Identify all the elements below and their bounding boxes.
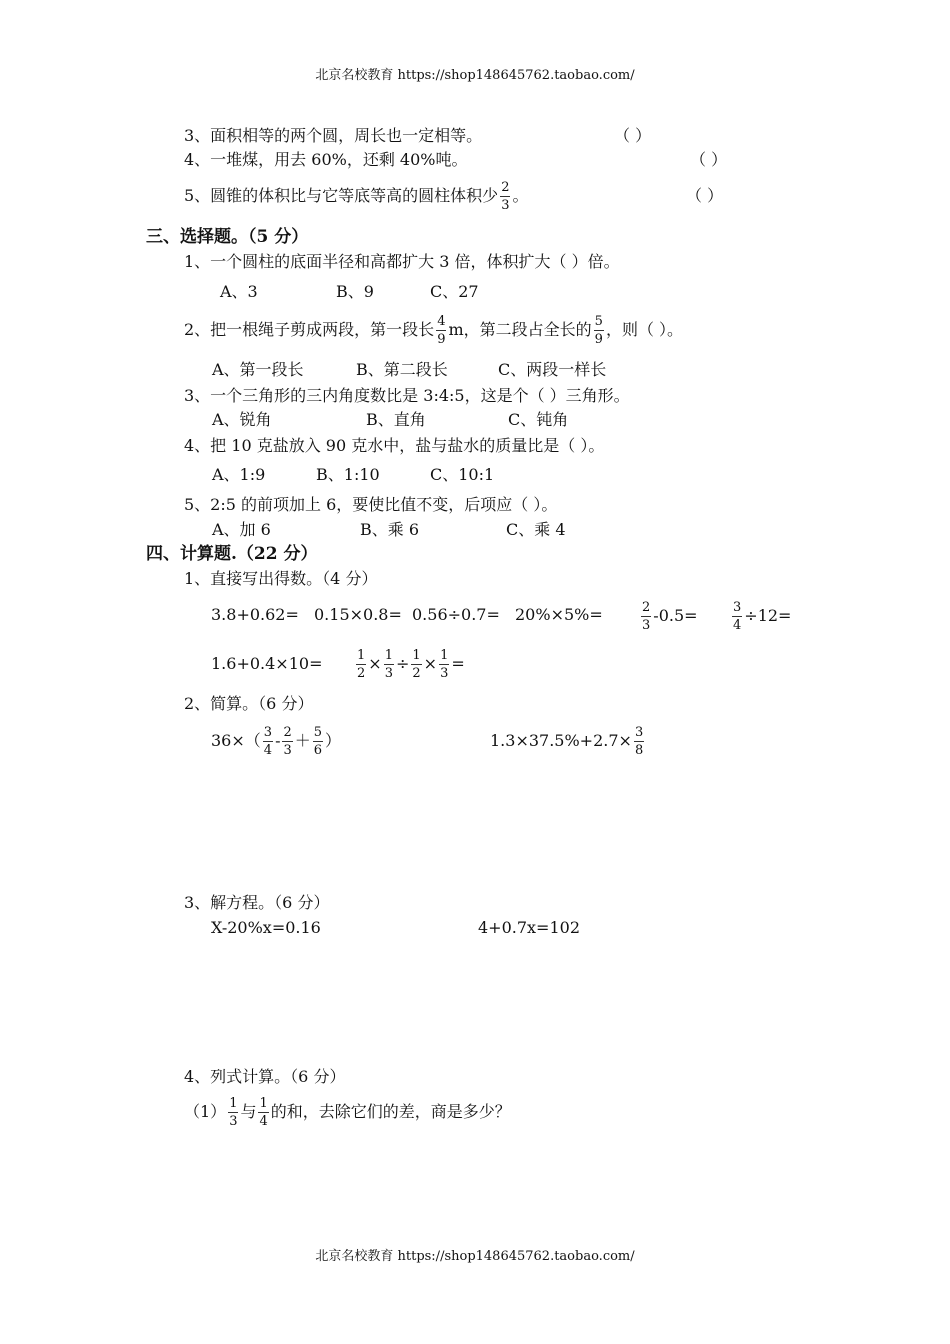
- fraction: [258, 1096, 268, 1129]
- fraction: [500, 180, 510, 213]
- calc-q4-label: 4、列式计算。（6 分）: [184, 1067, 346, 1086]
- fraction: [228, 1096, 238, 1129]
- choice-q2-a: A、第一段长: [212, 360, 304, 379]
- judge-q4-paren: （ ）: [690, 150, 728, 169]
- choice-q4-b: B、1:10: [316, 465, 380, 484]
- fraction-bar: [594, 330, 604, 331]
- calc-expr-8: [354, 648, 465, 681]
- choice-q4-a: A、1:9: [212, 465, 266, 484]
- fraction-bar: [500, 196, 510, 197]
- calc-q1-label: 1、直接写出得数。（4 分）: [184, 569, 378, 588]
- fraction-bar: [411, 664, 421, 665]
- choice-q5-b: B、乘 6: [360, 520, 420, 539]
- fraction-bar: [228, 1112, 238, 1113]
- denominator: 2: [412, 666, 421, 681]
- equals-sign: =: [451, 654, 465, 673]
- calc-expr-7: 1.6+0.4×10=: [211, 654, 323, 673]
- fraction: [634, 725, 644, 758]
- judge-q5: [184, 180, 528, 213]
- judge-q3: [184, 126, 482, 146]
- numerator: 5: [594, 314, 603, 329]
- choice-q1-c: C、27: [430, 282, 479, 301]
- denominator: 2: [357, 666, 366, 681]
- denominator: 3: [229, 1114, 238, 1129]
- operator: ÷: [395, 654, 410, 673]
- choice-q1-b: B、9: [336, 282, 374, 301]
- denominator: 3: [501, 198, 510, 213]
- judge-q5-text: 5、圆锥的体积比与它等底等高的圆柱体积少: [184, 186, 499, 205]
- operator: ×: [423, 654, 438, 673]
- calc-q4-p1-mid: 与: [240, 1102, 257, 1121]
- calc-expr-5-tail: -0.5=: [653, 606, 698, 625]
- calc-q2-expr-1-post: ）: [325, 731, 342, 750]
- numerator: 2: [642, 600, 651, 615]
- choice-q5-c: C、乘 4: [506, 520, 566, 539]
- operator: ×: [368, 654, 382, 673]
- fraction-bar: [634, 741, 644, 742]
- denominator: 6: [313, 743, 323, 758]
- judge-q3-text: 3、面积相等的两个圆，周长也一定相等。: [184, 126, 483, 145]
- choice-q2-c: C、两段一样长: [498, 360, 607, 379]
- calc-q2-expr-1-pre: 36×（: [211, 731, 261, 750]
- denominator: 4: [263, 743, 273, 758]
- choice-q4: 4、把 10 克盐放入 90 克水中，盐与盐水的质量比是（ ）。: [184, 436, 605, 455]
- choice-q2-post: ，则（ ）。: [605, 320, 684, 339]
- denominator: 4: [733, 618, 742, 633]
- numerator: 1: [229, 1096, 238, 1111]
- choice-q2-b: B、第二段长: [356, 360, 448, 379]
- numerator: 1: [259, 1096, 268, 1111]
- calc-q2-expr-2: [490, 725, 646, 758]
- calc-expr-1: 3.8+0.62=: [211, 605, 299, 624]
- denominator: 4: [259, 1114, 268, 1129]
- judge-q5-paren: （ ）: [686, 186, 724, 205]
- calc-q3-eq-1: X-20%x=0.16: [211, 918, 321, 937]
- denominator: 3: [440, 666, 449, 681]
- fraction-bar: [356, 664, 366, 665]
- choice-q2: [184, 314, 683, 347]
- numerator: 1: [384, 648, 393, 663]
- numerator: 1: [440, 648, 449, 663]
- calc-expr-2: 0.15×0.8=: [314, 605, 402, 624]
- denominator: 3: [642, 618, 651, 633]
- choice-q1: 1、一个圆柱的底面半径和高都扩大 3 倍，体积扩大（ ）倍。: [184, 252, 620, 271]
- numerator: 3: [634, 725, 644, 740]
- judge-q4: [184, 150, 467, 170]
- judge-q5-end: 。: [512, 186, 529, 205]
- fraction: [439, 648, 449, 681]
- choice-q2-pre: 2、把一根绳子剪成两段，第一段长: [184, 320, 435, 339]
- calc-expr-6-tail: ÷12=: [744, 606, 792, 625]
- numerator: 1: [357, 648, 366, 663]
- section-choice-title: 三、选择题。（5 分）: [146, 227, 309, 247]
- choice-q5: 5、2:5 的前项加上 6，要使比值不变，后项应（ ）。: [184, 495, 558, 514]
- choice-q5-a: A、加 6: [212, 520, 271, 539]
- calc-q4-p1: [184, 1096, 511, 1129]
- fraction: [313, 725, 323, 758]
- numerator: 2: [501, 180, 510, 195]
- choice-q1-a: A、3: [220, 282, 258, 301]
- fraction-bar: [732, 616, 742, 617]
- section-calc-title: 四、计算题.（22 分）: [146, 544, 318, 564]
- fraction-bar: [258, 1112, 268, 1113]
- fraction-bar: [436, 330, 446, 331]
- calc-expr-6: [730, 600, 791, 633]
- fraction-bar: [313, 741, 323, 742]
- numerator: 5: [313, 725, 323, 740]
- operator: ＋: [294, 731, 311, 750]
- page-header: 北京名校教育 https://shop148645762.taobao.com/: [315, 68, 635, 83]
- choice-q3: 3、一个三角形的三内角度数比是 3:4:5，这是个（ ）三角形。: [184, 386, 630, 405]
- fraction: [282, 725, 292, 758]
- calc-q3-eq-2: 4+0.7x=102: [478, 918, 580, 937]
- calc-q4-p1-post: 的和，去除它们的差，商是多少？: [270, 1102, 511, 1121]
- choice-q3-c: C、钝角: [508, 410, 569, 429]
- denominator: 9: [437, 332, 446, 347]
- choice-q3-b: B、直角: [366, 410, 426, 429]
- denominator: 3: [384, 666, 393, 681]
- calc-q3-label: 3、解方程。（6 分）: [184, 893, 330, 912]
- fraction-bar: [263, 741, 273, 742]
- fraction: [263, 725, 273, 758]
- numerator: 4: [437, 314, 446, 329]
- judge-q4-text: 4、一堆煤，用去 60%，还剩 40%吨。: [184, 150, 468, 169]
- fraction: [356, 648, 366, 681]
- numerator: 2: [283, 725, 292, 740]
- fraction: [732, 600, 742, 633]
- calc-q2-expr-2-pre: 1.3×37.5%+2.7×: [490, 731, 632, 750]
- fraction: [436, 314, 446, 347]
- calc-expr-3: 0.56÷0.7=: [412, 605, 500, 624]
- fraction: [594, 314, 604, 347]
- fraction-bar: [282, 741, 292, 742]
- calc-expr-4: 20%×5%=: [515, 605, 603, 624]
- fraction-bar: [439, 664, 449, 665]
- denominator: 3: [283, 743, 292, 758]
- numerator: 3: [733, 600, 742, 615]
- page-footer: 北京名校教育 https://shop148645762.taobao.com/: [315, 1249, 635, 1264]
- fraction-bar: [384, 664, 394, 665]
- denominator: 9: [594, 332, 603, 347]
- choice-q4-c: C、10:1: [430, 465, 495, 484]
- calc-expr-5: [639, 600, 698, 633]
- choice-q3-a: A、锐角: [212, 410, 272, 429]
- numerator: 1: [412, 648, 421, 663]
- fraction-bar: [641, 616, 651, 617]
- judge-q3-paren: （ ）: [614, 126, 652, 145]
- fraction: [411, 648, 421, 681]
- fraction: [641, 600, 651, 633]
- calc-q2-expr-1: [211, 725, 341, 758]
- denominator: 8: [634, 743, 644, 758]
- numerator: 3: [263, 725, 273, 740]
- calc-q2-label: 2、简算。（6 分）: [184, 694, 314, 713]
- operator: -: [275, 731, 281, 750]
- calc-q4-p1-pre: （1）: [184, 1102, 227, 1121]
- fraction: [384, 648, 394, 681]
- choice-q2-mid: m，第二段占全长的: [448, 320, 592, 339]
